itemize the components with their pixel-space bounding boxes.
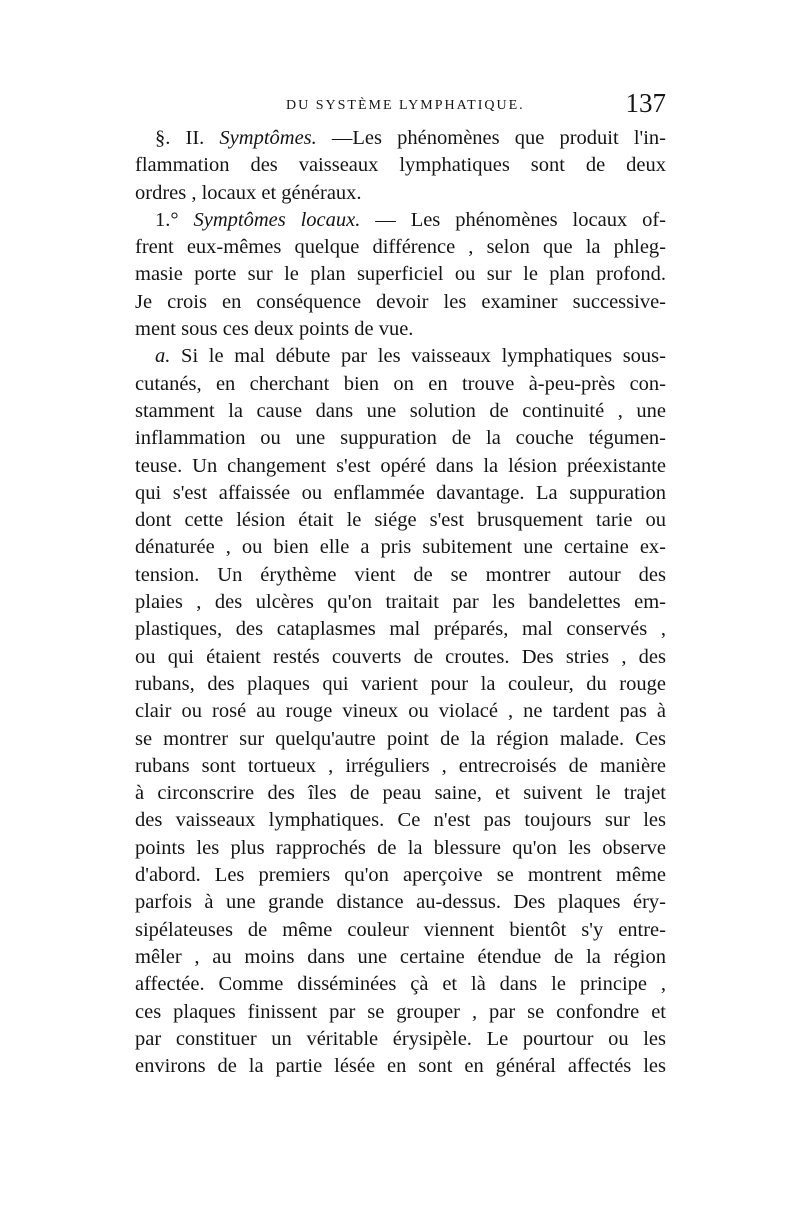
text-line (135, 343, 666, 370)
text-segment: rubans sont tortueux , irréguliers , entrecroisés de manière (135, 754, 666, 777)
text-line (135, 180, 666, 207)
text-segment: inflammation ou une suppuration de la couche tégumen- (135, 427, 666, 450)
text-line (135, 207, 666, 234)
paragraph (135, 343, 666, 1080)
text-segment: dénaturée , ou bien elle a pris subitement une certaine ex- (135, 536, 666, 559)
text-segment: se montrer sur quelqu'autre point de la région malade. Ces (135, 727, 666, 750)
text-line (135, 917, 666, 944)
text-line (135, 371, 666, 398)
text-segment: d'abord. Les premiers qu'on aperçoive se montrent même (135, 864, 666, 887)
text-segment: Je crois en conséquence devoir les examiner successive- (135, 290, 666, 313)
text-line (135, 480, 666, 507)
text-segment: stamment la cause dans une solution de continuité , une (135, 399, 666, 422)
text-segment: points les plus rapprochés de la blessure qu'on les observe (135, 836, 666, 859)
text-line (135, 589, 666, 616)
text-line (135, 889, 666, 916)
body-text (135, 125, 666, 1080)
text-segment: clair ou rosé au rouge vineux ou violacé , ne tardent pas à (135, 700, 666, 723)
italic-text: Symptômes. (219, 127, 317, 149)
text-segment: ou qui étaient restés couverts de croutes. Des stries , des (135, 645, 666, 668)
text-line (135, 398, 666, 425)
text-segment: sipélateuses de même couleur viennent bientôt s'y entre- (135, 918, 666, 941)
text-segment: mêler , au moins dans une certaine étendue de la région (135, 945, 666, 968)
text-line (135, 616, 666, 643)
page-number: 137 (625, 88, 666, 118)
text-segment: — Les phénomènes locaux of- (360, 208, 666, 231)
text-segment: à circonscrire des îles de peau saine, et suivent le trajet (135, 782, 666, 805)
text-segment: —Les phénomènes que produit l'in- (316, 127, 666, 149)
text-segment: parfois à une grande distance au-dessus. Des plaques éry- (135, 891, 666, 914)
text-line (135, 453, 666, 480)
text-segment: tension. Un érythème vient de se montrer autour des (135, 563, 666, 586)
text-line (135, 1026, 666, 1053)
text-line (135, 1053, 666, 1080)
text-line (135, 234, 666, 261)
text-line (135, 152, 666, 179)
running-title: DU SYSTÈME LYMPHATIQUE. (286, 98, 525, 113)
text-segment: rubans, des plaques qui varient pour la couleur, du rouge (135, 672, 666, 695)
text-segment: §. II. (155, 127, 220, 149)
text-segment: plastiques, des cataplasmes mal préparés, mal conservés , (135, 618, 666, 641)
text-line (135, 562, 666, 589)
text-line (135, 671, 666, 698)
text-line (135, 125, 666, 152)
paragraph (135, 125, 666, 207)
text-segment: 1.° (155, 208, 194, 231)
text-line (135, 971, 666, 998)
text-segment: teuse. Un changement s'est opéré dans la lésion préexistante (135, 454, 666, 477)
running-head (136, 88, 666, 122)
text-segment: plaies , des ulcères qu'on traitait par les bandelettes em- (135, 591, 666, 614)
text-segment: Si le mal débute par les vaisseaux lymphatiques sous- (170, 345, 666, 368)
text-segment: flammation des vaisseaux lymphatiques sont de deux (135, 154, 666, 177)
text-segment: affectée. Comme disséminées çà et là dans le principe , (135, 973, 666, 996)
text-segment: dont cette lésion était le siége s'est brusquement tarie ou (135, 509, 666, 532)
text-line (135, 316, 666, 343)
text-line (135, 780, 666, 807)
text-segment: des vaisseaux lymphatiques. Ce n'est pas toujours sur les (135, 809, 666, 832)
text-line (135, 753, 666, 780)
text-line (135, 807, 666, 834)
text-segment: cutanés, en cherchant bien on en trouve à-peu-près con- (135, 372, 666, 395)
text-line (135, 261, 666, 288)
text-line (135, 289, 666, 316)
text-segment: frent eux-mêmes quelque différence , selon que la phleg- (135, 236, 666, 259)
text-segment: ordres , locaux et généraux. (135, 181, 362, 204)
text-line (135, 944, 666, 971)
text-line (135, 425, 666, 452)
text-line (135, 698, 666, 725)
text-segment: ces plaques finissent par se grouper , par se confondre et (135, 1000, 666, 1023)
text-line (135, 644, 666, 671)
text-segment: environs de la partie lésée en sont en général affectés les (135, 1055, 666, 1078)
paragraph (135, 207, 666, 343)
text-line (135, 999, 666, 1026)
text-line (135, 835, 666, 862)
text-segment: ment sous ces deux points de vue. (135, 318, 414, 341)
italic-text: a. (155, 345, 171, 368)
text-line (135, 862, 666, 889)
text-segment: par constituer un véritable érysipèle. Le pourtour ou les (135, 1027, 666, 1050)
italic-text: Symptômes locaux. (193, 208, 361, 231)
text-line (135, 534, 666, 561)
text-line (135, 507, 666, 534)
text-line (135, 726, 666, 753)
text-segment: masie porte sur le plan superficiel ou sur le plan profond. (135, 263, 666, 286)
text-segment: qui s'est affaissée ou enflammée davantage. La suppuration (135, 481, 666, 504)
